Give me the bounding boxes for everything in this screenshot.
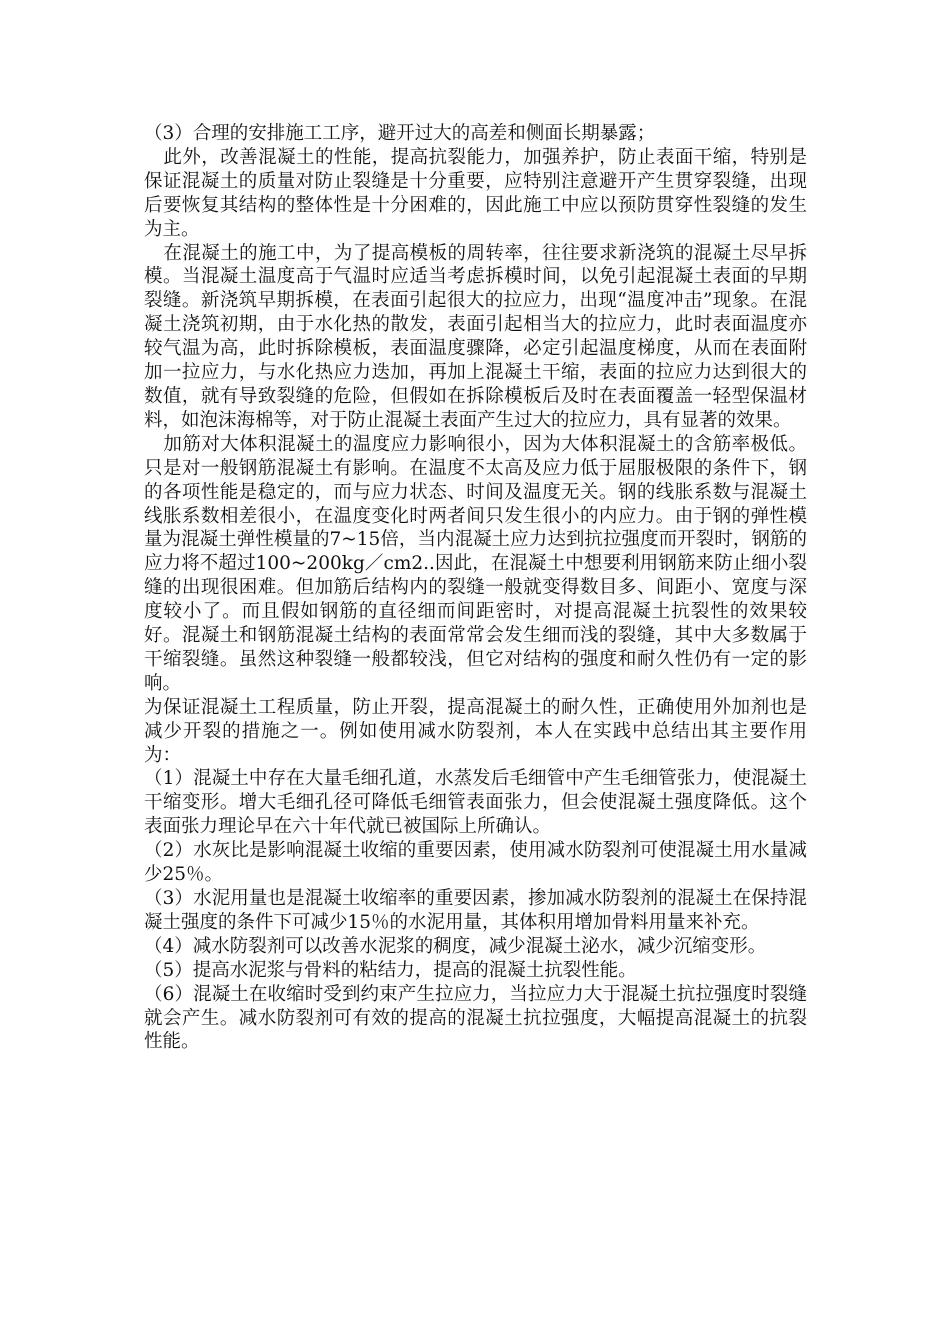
document-body bbox=[144, 122, 807, 1054]
list-item-1: （1）混凝土中存在大量毛细孔道，水蒸发后毛细管中产生毛细管张力，使混凝土干缩变形。增大毛细孔径可降低毛细管表面张力，但会使混凝土强度降低。这个表面张力理论早在六十年代就已被国际上所确认。 bbox=[144, 768, 807, 838]
paragraph-formwork-removal: 在混凝土的施工中，为了提高模板的周转率，往往要求新浇筑的混凝土尽早拆模。当混凝土温度高于气温时应适当考虑拆模时间，以免引起混凝土表面的早期裂缝。新浇筑早期拆模，在表面引起很大的拉应力，出现“温度冲击”现象。在混凝土浇筑初期，由于水化热的散发，表面引起相当大的拉应力，此时表面温度亦较气温为高，此时拆除模板，表面温度骤降，必定引起温度梯度，从而在表面附加一拉应力，与水化热应力迭加，再加上混凝土干缩，表面的拉应力达到很大的数值，就有导致裂缝的危险，但假如在拆除模板后及时在表面覆盖一轻型保温材料，如泡沫海棉等，对于防止混凝土表面产生过大的拉应力，具有显著的效果。 bbox=[144, 242, 807, 431]
paragraph-step-3-construction: （3）合理的安排施工工序，避开过大的高差和侧面长期暴露； bbox=[144, 123, 656, 144]
list-item-2: （2）水灰比是影响混凝土收缩的重要因素，使用减水防裂剂可使混凝土用水量减少25％。 bbox=[144, 840, 807, 886]
paragraph-improve-performance: 此外，改善混凝土的性能，提高抗裂能力，加强养护，防止表面干缩，特别是保证混凝土的质量对防止裂缝是十分重要，应特别注意避开产生贯穿裂缝，出现后要恢复其结构的整体性是十分困难的，因此施工中应以预防贯穿性裂缝的发生为主。 bbox=[144, 146, 807, 240]
paragraph-reinforcement: 加筋对大体积混凝土的温度应力影响很小，因为大体积混凝土的含筋率极低。只是对一般钢筋混凝土有影响。在温度不太高及应力低于屈服极限的条件下，钢的各项性能是稳定的，而与应力状态、时间及温度无关。钢的线胀系数与混凝土线胀系数相差很小，在温度变化时两者间只发生很小的内应力。由于钢的弹性模量为混凝土弹性模量的7~15倍，当内混凝土应力达到抗拉强度而开裂时，钢筋的应力将不超过100~200kg／cm2..因此，在混凝土中想要利用钢筋来防止细小裂缝的出现很困难。但加筋后结构内的裂缝一般就变得数目多、间距小、宽度与深度较小了。而且假如钢筋的直径细而间距密时，对提高混凝土抗裂性的效果较好。混凝土和钢筋混凝土结构的表面常常会发生细而浅的裂缝，其中大多数属于干缩裂缝。虽然这种裂缝一般都较浅，但它对结构的强度和耐久性仍有一定的影响。 bbox=[144, 433, 807, 694]
list-item-6: （6）混凝土在收缩时受到约束产生拉应力，当拉应力大于混凝土抗拉强度时裂缝就会产生。减水防裂剂可有效的提高的混凝土抗拉强度，大幅提高混凝土的抗裂性能。 bbox=[144, 983, 807, 1053]
list-item-5: （5）提高水泥浆与骨料的粘结力，提高的混凝土抗裂性能。 bbox=[144, 959, 637, 981]
paragraph-admixture-intro: 为保证混凝土工程质量，防止开裂，提高混凝土的耐久性，正确使用外加剂也是减少开裂的措施之一。例如使用减水防裂剂，本人在实践中总结出其主要作用为： bbox=[144, 696, 807, 766]
list-item-3: （3）水泥用量也是混凝土收缩率的重要因素，掺加减水防裂剂的混凝土在保持混凝土强度的条件下可减少15％的水泥用量，其体积用增加骨料用量来补充。 bbox=[144, 888, 807, 933]
list-item-4: （4）减水防裂剂可以改善水泥浆的稠度，减少混凝土泌水，减少沉缩变形。 bbox=[144, 935, 767, 957]
